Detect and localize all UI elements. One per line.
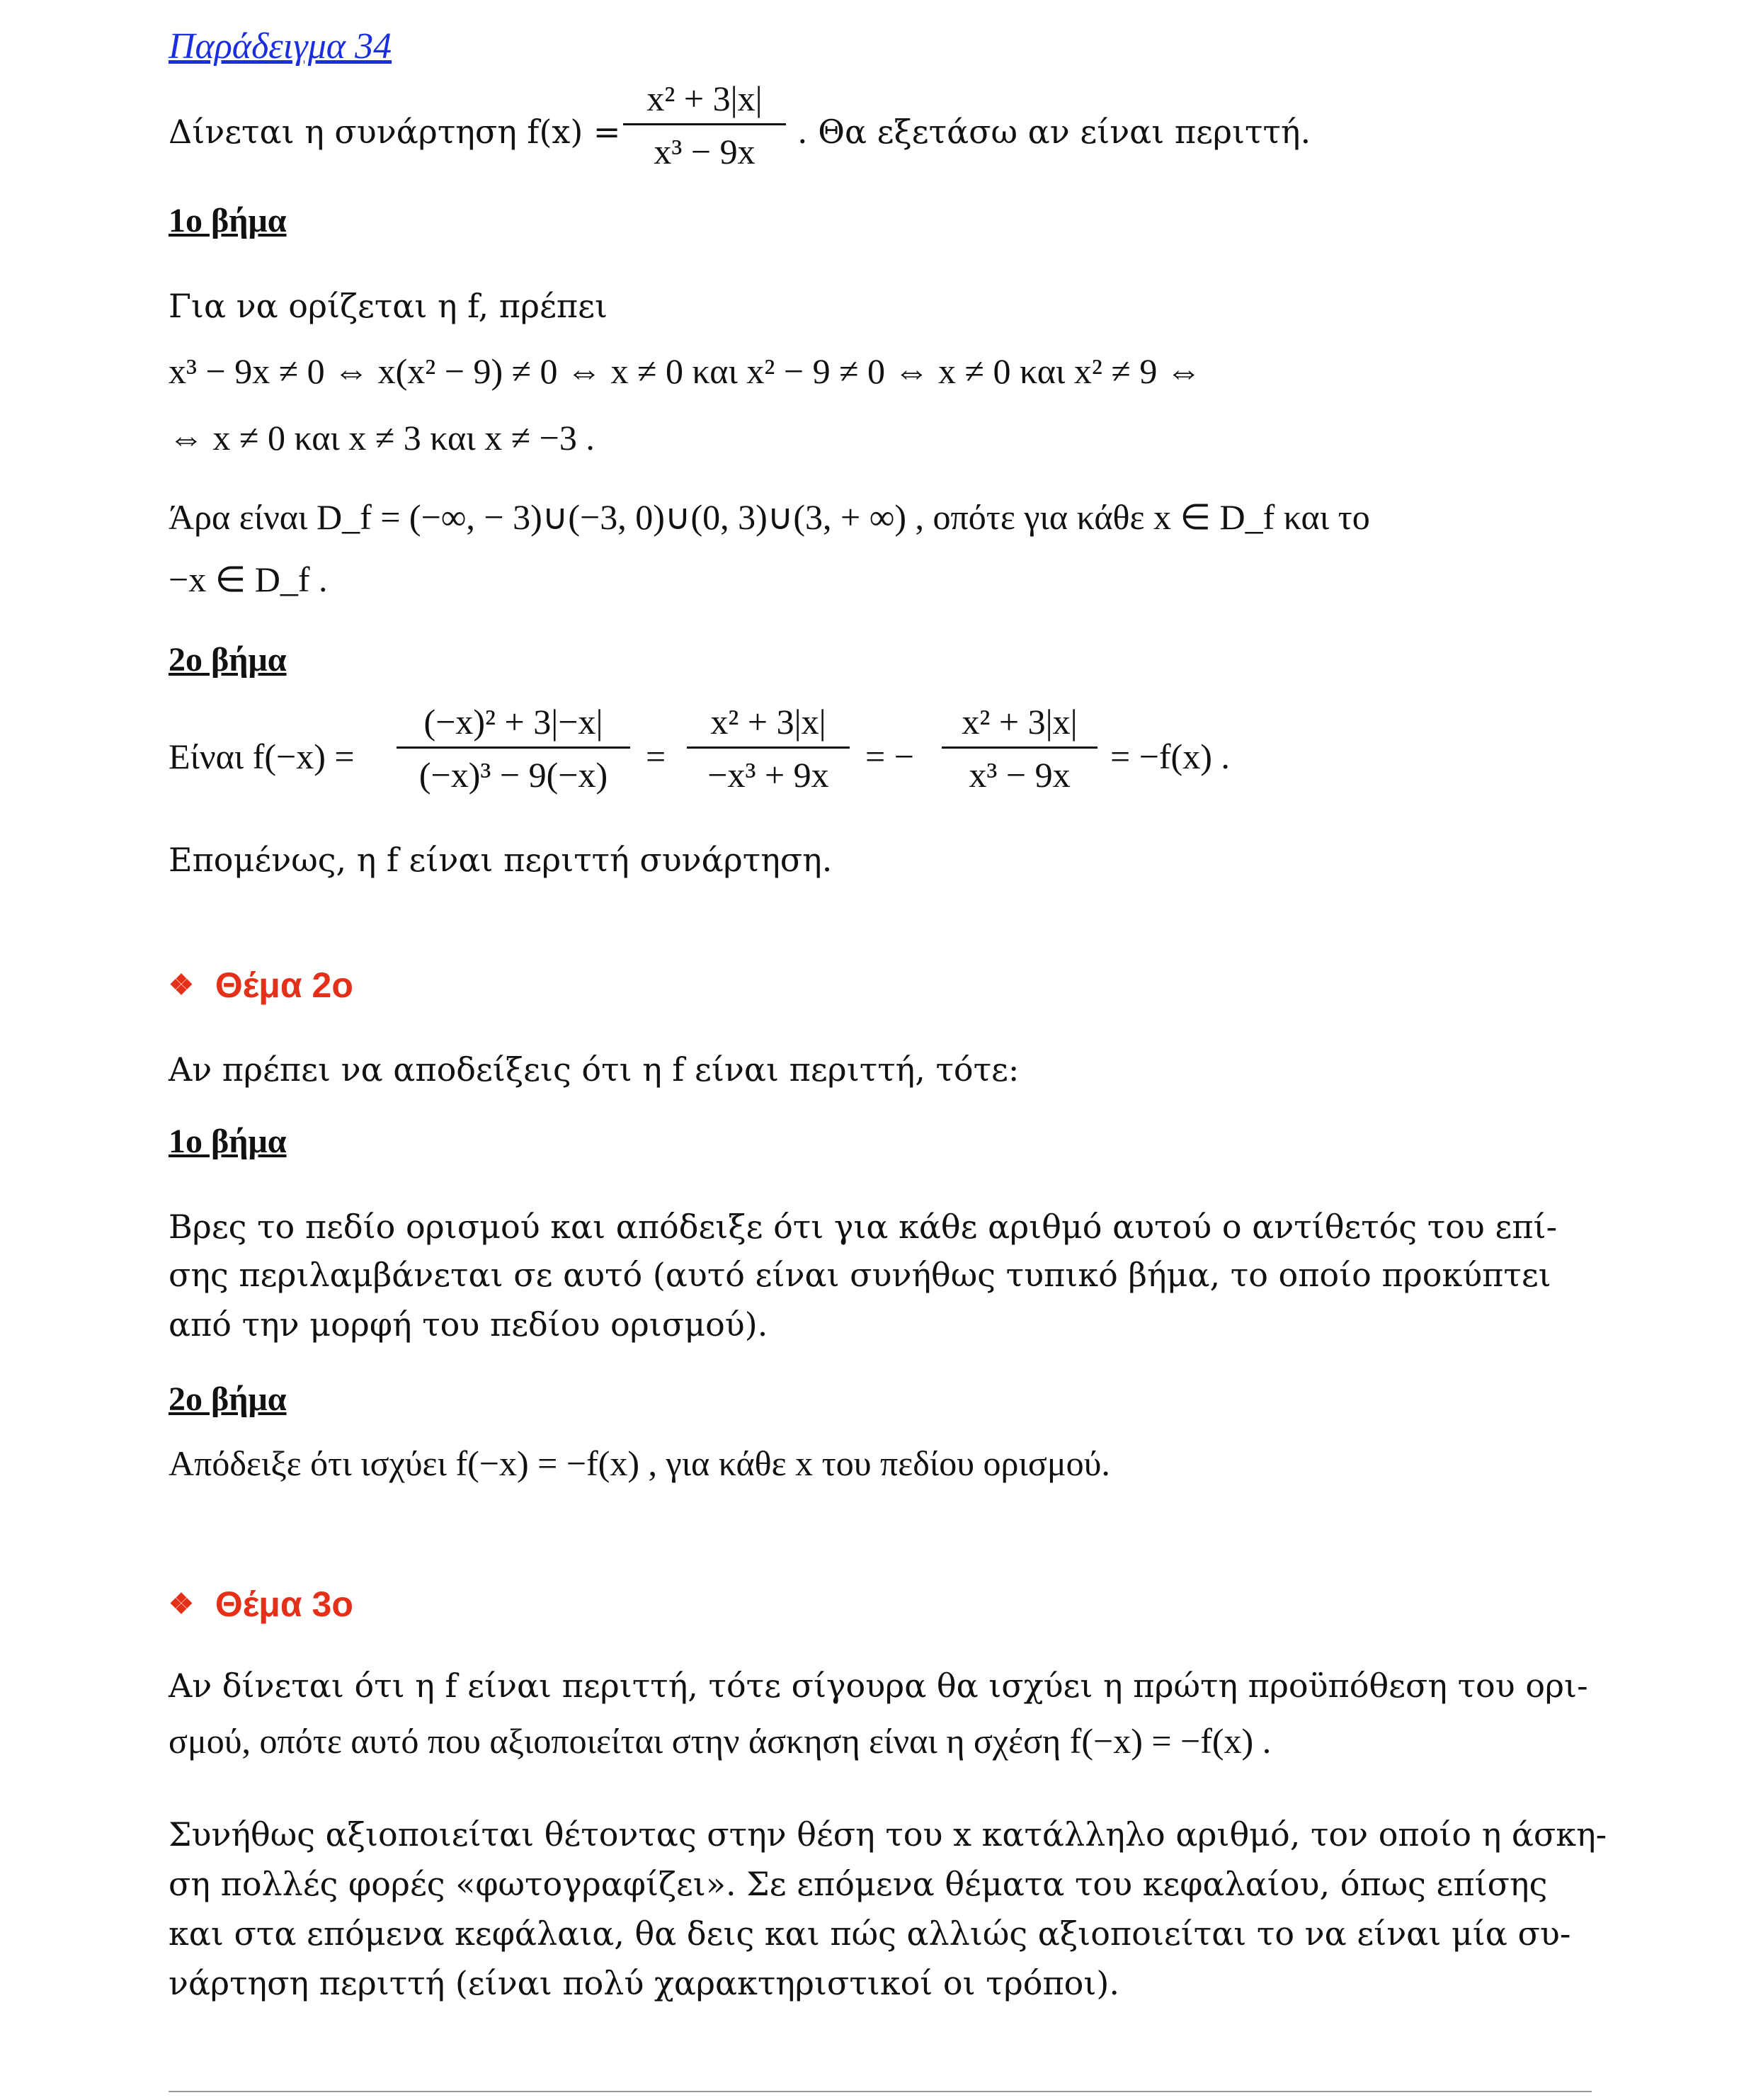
theme2-step1-line1: Βρες το πεδίο ορισμού και απόδειξε ότι για κάθε αριθμό αυτού ο αντίθετός του επί- (169, 1208, 1558, 1246)
step2-fraction-3-denominator: x³ − 9x (969, 755, 1071, 795)
step1-line3: ⇔ x ≠ 0 και x ≠ 3 και x ≠ −3 . (169, 418, 595, 458)
intro-prefix: Δίνεται η συνάρτηση f(x) = (169, 113, 621, 151)
step2-fraction-2-numerator: x² + 3|x| (710, 702, 826, 742)
theme2-step2-line: Απόδειξε ότι ισχύει f(−x) = −f(x) , για κάθε x του πεδίου ορισμού. (169, 1443, 1110, 1483)
step1-line1: Για να ορίζεται η f, πρέπει (169, 287, 608, 325)
diamond-bullet-icon: ❖ (169, 1589, 194, 1620)
theme3-p2-line3: και στα επόμενα κεφάλαια, θα δεις και πώς αλλιώς αξιοποιείται το να είναι μία συ- (169, 1914, 1571, 1953)
footer-divider (169, 2091, 1592, 2092)
step2-fraction-1-denominator: (−x)³ − 9(−x) (418, 755, 608, 795)
theme3-p1-line1: Αν δίνεται ότι η f είναι περιττή, τότε σίγουρα θα ισχύει η πρώτη προϋπόθεση του ορι- (169, 1667, 1588, 1705)
theme3-title: Θέμα 3ο (215, 1584, 353, 1624)
step1-line5: −x ∈ D_f . (169, 560, 328, 599)
step2-equals-1: = (646, 737, 666, 776)
step1-line4: Άρα είναι D_f = (−∞, − 3)∪(−3, 0)∪(0, 3)∪(3, + ∞) , οπότε για κάθε x ∈ D_f και το (169, 497, 1370, 537)
step2-suffix: = −f(x) . (1110, 737, 1230, 776)
step2-heading: 2ο βήμα (169, 641, 287, 679)
intro-suffix: . Θα εξετάσω αν είναι περιττή. (797, 113, 1311, 151)
theme3-p2-line1: Συνήθως αξιοποιείται θέτοντας στην θέση του x κατάλληλο αριθμό, τον οποίο η άσκη- (169, 1815, 1607, 1854)
theme2-intro: Αν πρέπει να αποδείξεις ότι η f είναι περιττή, τότε: (169, 1050, 1020, 1089)
step2-fraction-3 (942, 701, 1098, 795)
step2-prefix: Είναι f(−x) = (169, 737, 355, 776)
step1-line2: x³ − 9x ≠ 0 ⇔ x(x² − 9) ≠ 0 ⇔ x ≠ 0 και x² − 9 ≠ 0 ⇔ x ≠ 0 και x² ≠ 9 ⇔ (169, 351, 1202, 391)
intro-fraction-numerator: x² + 3|x| (646, 79, 763, 118)
diamond-bullet-icon: ❖ (169, 970, 194, 1001)
theme2-heading (169, 965, 353, 1006)
theme2-step1-line2: σης περιλαμβάνεται σε αυτό (αυτό είναι συνήθως τυπικό βήμα, το οποίο προκύπτει (169, 1256, 1551, 1294)
example-title-link[interactable]: Παράδειγμα 34 (169, 26, 392, 67)
step2-fraction-1 (397, 701, 630, 795)
theme2-step1-heading: 1ο βήμα (169, 1123, 287, 1160)
theme2-step1-line3: από την μορφή του πεδίου ορισμού). (169, 1305, 768, 1344)
step2-fraction-2 (687, 701, 850, 795)
theme3-heading (169, 1584, 353, 1625)
theme2-step2-heading: 2ο βήμα (169, 1380, 287, 1418)
step1-heading: 1ο βήμα (169, 202, 287, 239)
step2-fraction-1-numerator: (−x)² + 3|−x| (423, 702, 603, 742)
theme2-title: Θέμα 2ο (215, 965, 353, 1005)
theme3-p1-line2: σμού, οπότε αυτό που αξιοποιείται στην άσκηση είναι η σχέση f(−x) = −f(x) . (169, 1721, 1272, 1761)
intro-fraction (623, 78, 786, 172)
theme3-p2-line4: νάρτηση περιττή (είναι πολύ χαρακτηριστικοί οι τρόποι). (169, 1964, 1119, 2002)
conclusion: Επομένως, η f είναι περιττή συνάρτηση. (169, 841, 833, 879)
step2-equals-2: = − (865, 737, 914, 776)
intro-fraction-denominator: x³ − 9x (654, 132, 756, 171)
step2-fraction-2-denominator: −x³ + 9x (707, 755, 829, 795)
step2-fraction-3-numerator: x² + 3|x| (962, 702, 1078, 742)
theme3-p2-line2: ση πολλές φορές «φωτογραφίζει». Σε επόμενα θέματα του κεφαλαίου, όπως επίσης (169, 1865, 1548, 1903)
